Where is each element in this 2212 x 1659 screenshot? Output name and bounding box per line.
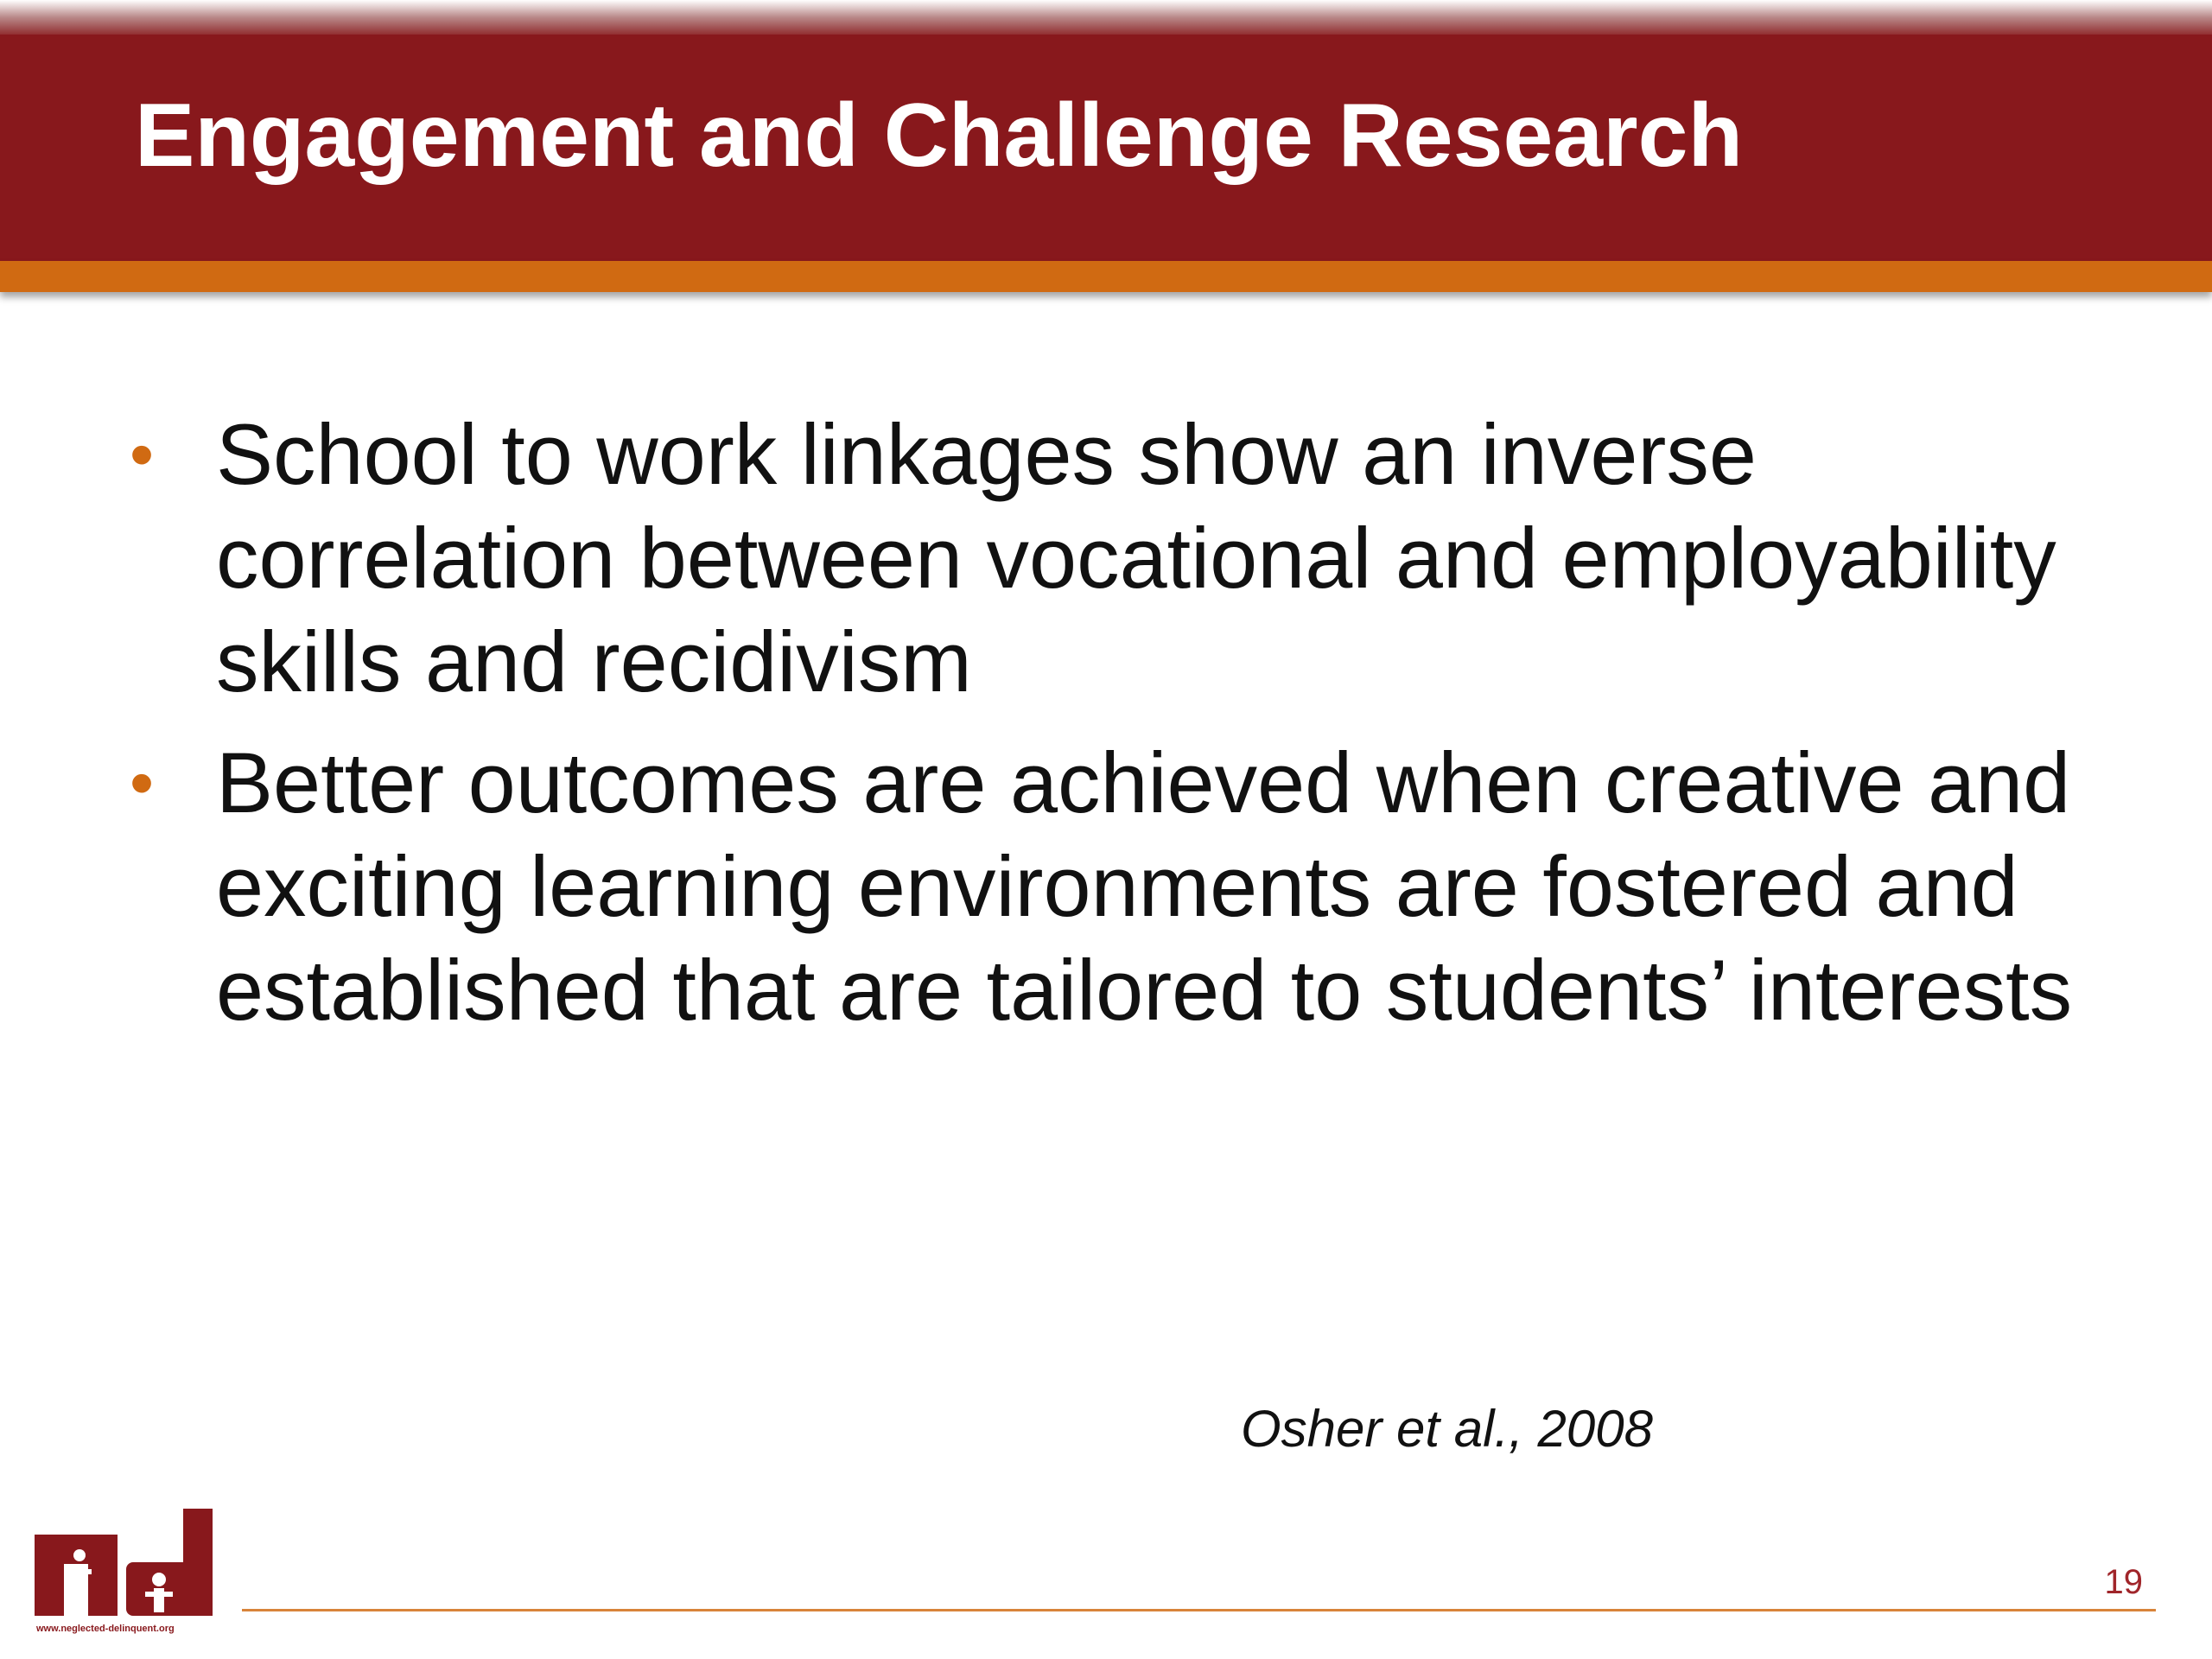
header-shadow (0, 0, 2212, 38)
bullet-text: Better outcomes are achieved when creative and exciting learning environments are fostered and established that are tailored to students’ interests (216, 734, 2073, 1038)
slide-title: Engagement and Challenge Research (135, 86, 1743, 186)
bullet-dot-icon: • (130, 744, 155, 821)
citation: Osher et al., 2008 (1241, 1400, 1653, 1458)
logo-url-text: www.neglected-delinquent.org (36, 1624, 175, 1634)
bullet-text: School to work linkages show an inverse correlation between vocational and employability skills and recidivism (216, 406, 2056, 709)
footer-divider (242, 1609, 2156, 1611)
bullet-list (130, 403, 2117, 1059)
nd-logo-icon (35, 1509, 225, 1635)
bullet-item (130, 403, 2117, 714)
bullet-dot-icon: • (130, 416, 155, 493)
title-accent-band (0, 261, 2212, 292)
page-number: 19 (2104, 1563, 2143, 1601)
bullet-item (130, 731, 2117, 1042)
